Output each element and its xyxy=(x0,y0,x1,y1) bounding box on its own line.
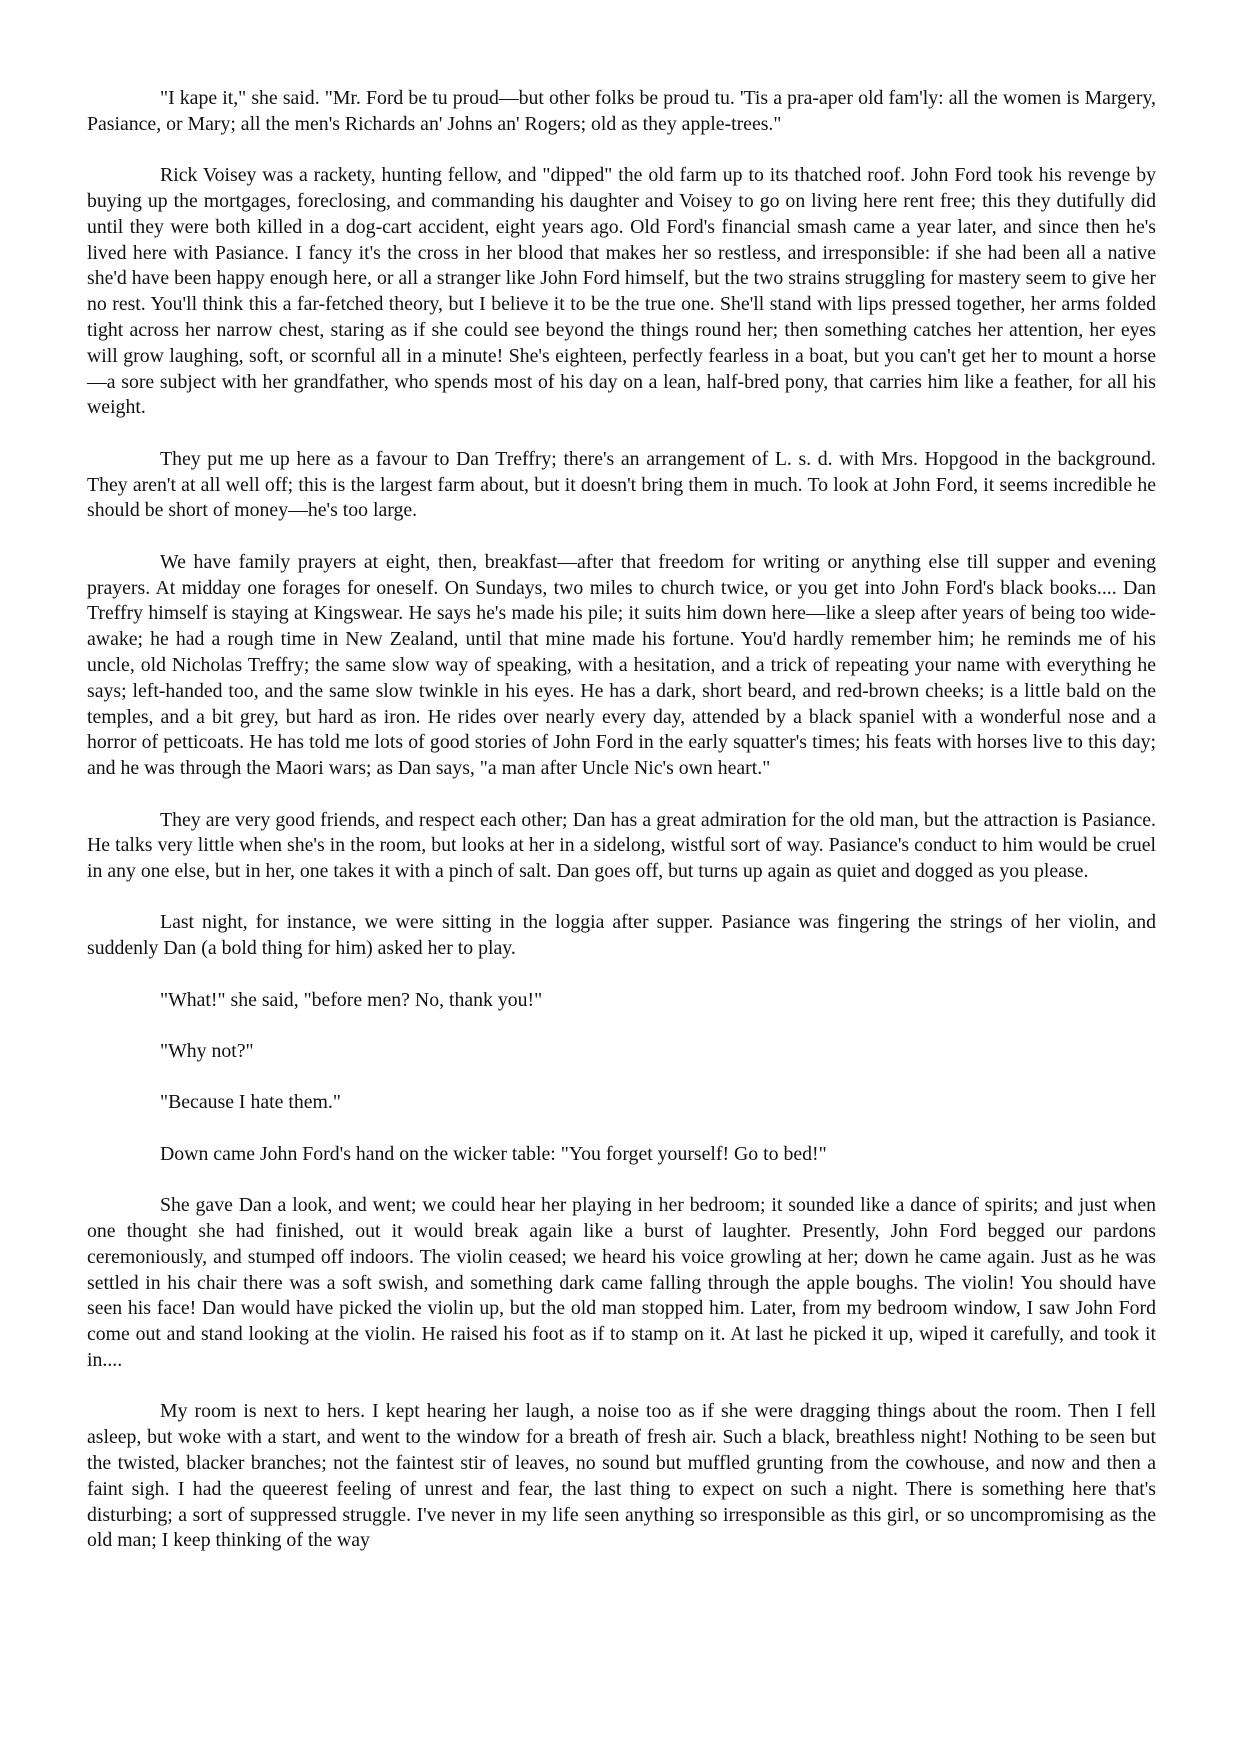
paragraph-good-friends: They are very good friends, and respect each other; Dan has a great admiration for the old man, but the attraction is Pasiance. He talks very little when she's in the room, but looks at her in a sidelong, wistful sort of way. Pasiance's conduct to him would be cruel in any one else, but in her, one takes it with a pinch of salt. Dan goes off, but turns up again as quiet and dogged as you please. xyxy=(87,808,1156,883)
paragraph-family-prayers: We have family prayers at eight, then, breakfast—after that freedom for writing or anything else till supper and evening prayers. At midday one forages for oneself. On Sundays, two miles to church twice, or you get into John Ford's black books.... Dan Treffry himself is staying at Kingswear. He says he's made his pile; it suits him down here—like a sleep after years of being too wide-awake; he had a rough time in New Zealand, until that mine made his fortune. You'd hardly remember him; he reminds me of his uncle, old Nicholas Treffry; the same slow way of speaking, with a hesitation, and a trick of repeating your name with everything he says; left-handed too, and the same slow twinkle in his eyes. He has a dark, short beard, and red-brown cheeks; is a little bald on the temples, and a bit grey, but hard as iron. He rides over nearly every day, attended by a black spaniel with a wonderful nose and a horror of petticoats. He has told me lots of good stories of John Ford in the early squatter's times; his feats with horses live to this day; and he was through the Maori wars; as Dan says, "a man after Uncle Nic's own heart." xyxy=(87,550,1156,780)
document-page xyxy=(87,86,1156,1554)
paragraph-rick-voisey: Rick Voisey was a rackety, hunting fellow, and "dipped" the old farm up to its thatched roof. John Ford took his revenge by buying up the mortgages, foreclosing, and commanding his daughter and Voisey to go on living here rent free; this they dutifully did until they were both killed in a dog-cart accident, eight years ago. Old Ford's financial smash came a year later, and since then he's lived here with Pasiance. I fancy it's the cross in her blood that makes her so restless, and irresponsible: if she had been all a native she'd have been happy enough here, or all a stranger like John Ford himself, but the two strains struggling for mastery seem to give her no rest. You'll think this a far-fetched theory, but I believe it to be the true one. She'll stand with lips pressed together, her arms folded tight across her narrow chest, staring as if she could see beyond the things round her; then something catches her attention, her eyes will grow laughing, soft, or scornful all in a minute! She's eighteen, perfectly fearless in a boat, but you can't get her to mount a horse—a sore subject with her grandfather, who spends most of his day on a lean, half-bred pony, that carries him like a feather, for all his weight. xyxy=(87,164,1156,419)
paragraph-dialogue-go-to-bed: Down came John Ford's hand on the wicker table: "You forget yourself! Go to bed!" xyxy=(160,1142,827,1165)
paragraph-dialogue-why-not: "Why not?" xyxy=(160,1040,254,1063)
paragraph-favour-to-dan: They put me up here as a favour to Dan Treffry; there's an arrangement of L. s. d. with Mrs. Hopgood in the background. They aren't at all well off; this is the largest farm about, but it doesn't bring them in much. To look at John Ford, it seems incredible he should be short of money—he's too large. xyxy=(87,447,1156,522)
paragraph-dialogue-what: "What!" she said, "before men? No, thank you!" xyxy=(160,988,543,1011)
paragraph-dialogue-hate: "Because I hate them." xyxy=(160,1091,341,1114)
paragraph-violin: She gave Dan a look, and went; we could hear her playing in her bedroom; it sounded like a dance of spirits; and just when one thought she had finished, out it would break again like a burst of laughter. Presently, John Ford begged our pardons ceremoniously, and stumped off indoors. The violin ceased; we heard his voice growling at her; down he came again. Just as he was settled in his chair there was a soft swish, and something dark came falling through the apple boughs. The violin! You should have seen his face! Dan would have picked the violin up, but the old man stopped him. Later, from my bedroom window, I saw John Ford come out and stand looking at the violin. He raised his foot as if to stamp on it. At last he picked it up, wiped it carefully, and took it in.... xyxy=(87,1194,1156,1372)
paragraph-dialect-quote: "I kape it," she said. "Mr. Ford be tu proud—but other folks be proud tu. 'Tis a pra-aper old fam'ly: all the women is Margery, Pasiance, or Mary; all the men's Richards an' Johns an' Rogers; old as they apple-trees." xyxy=(87,87,1156,135)
paragraph-my-room: My room is next to hers. I kept hearing her laugh, a noise too as if she were dragging things about the room. Then I fell asleep, but woke with a start, and went to the window for a breath of fresh air. Such a black, breathless night! Nothing to be seen but the twisted, blacker branches; not the faintest stir of leaves, no sound but muffled grunting from the cowhouse, and now and then a faint sigh. I had the queerest feeling of unrest and fear, the last thing to expect on such a night. There is something here that's disturbing; a sort of suppressed struggle. I've never in my life seen anything so irresponsible as this girl, or so uncompromising as the old man; I keep thinking of the way xyxy=(87,1400,1156,1552)
paragraph-last-night: Last night, for instance, we were sitting in the loggia after supper. Pasiance was fingering the strings of her violin, and suddenly Dan (a bold thing for him) asked her to play. xyxy=(87,911,1156,960)
